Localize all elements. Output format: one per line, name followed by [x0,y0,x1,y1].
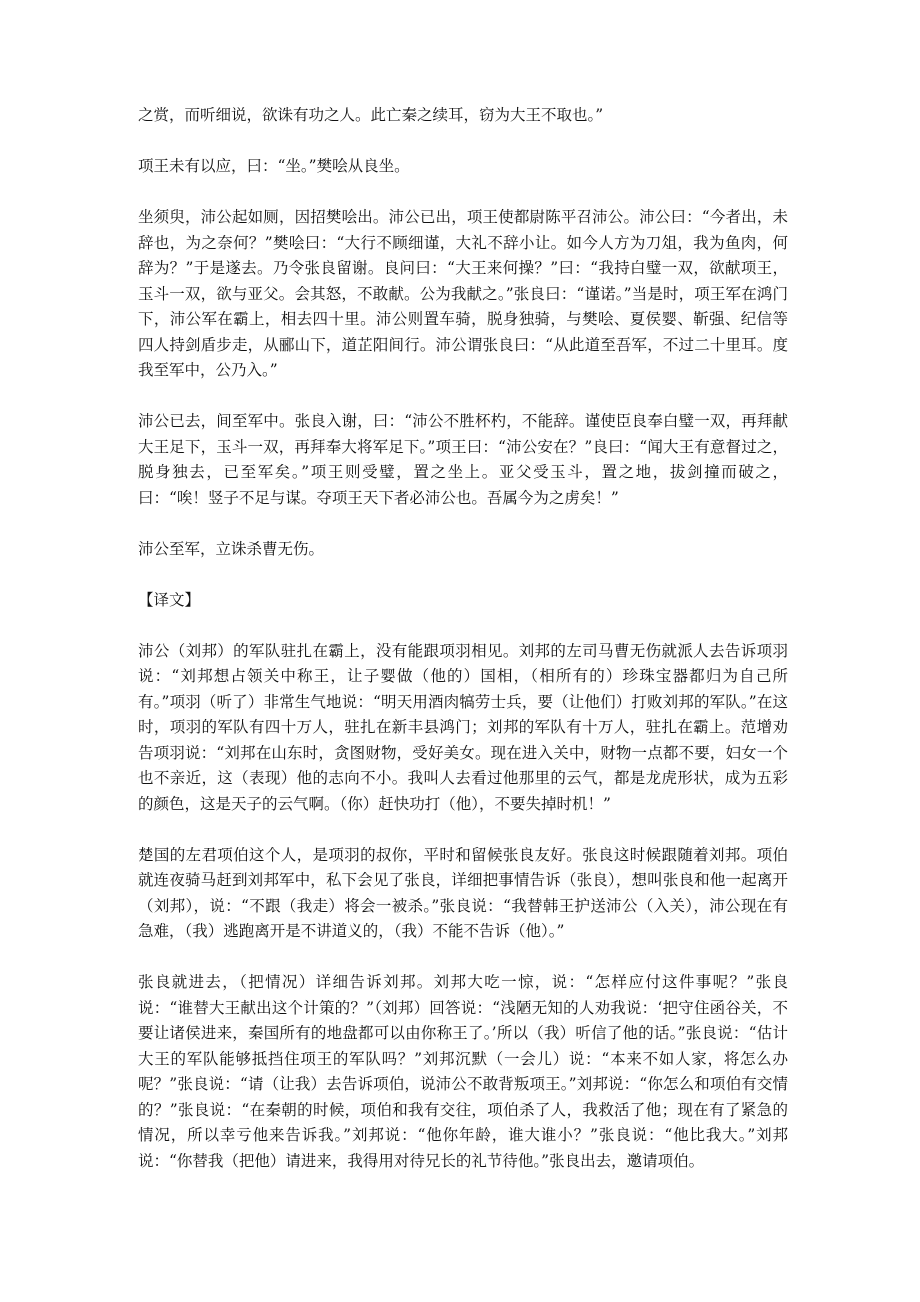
paragraph-4: 沛公已去，间至军中。张良入谢，曰：“沛公不胜杯杓，不能辞。谨使臣良奉白璧一双，再拜献大王足下，玉斗一双，再拜奉大将军足下。”项王曰：“沛公安在？”良曰：“闻大王有意督过之，脱身独去，已至军矣。”项王则受璧，置之坐上。亚父受玉斗，置之地，拔剑撞而破之，曰：“唉！竖子不足与谋。夺项王天下者必沛公也。吾属今为之虏矣！” [138,412,788,507]
paragraph-1: 之赏，而听细说，欲诛有功之人。此亡秦之续耳，窃为大王不取也。” [138,106,604,124]
translation-paragraph-2: 楚国的左君项伯这个人，是项羽的叔你，平时和留候张良友好。张良这时候跟随着刘邦。项伯就连夜骑马赶到刘邦军中，私下会见了张良，详细把事情告诉（张良），想叫张良和他一起离开（刘邦），说：“不跟（我走）将会一被杀。”张良说：“我替韩王护送沛公（入关），沛公现在有急难，（我）逃跑离开是不讲道义的，（我）不能不告诉（他）。” [138,845,788,940]
paragraph-3: 坐须臾，沛公起如厕，因招樊哙出。沛公已出，项王使都尉陈平召沛公。沛公曰：“今者出，未辞也，为之奈何？”樊哙曰：“大行不顾细谨，大礼不辞小让。如今人方为刀俎，我为鱼肉，何辞为？”于是遂去。乃令张良留谢。良问曰：“大王来何操？”曰：“我持白璧一双，欲献项王，玉斗一双，欲与亚父。会其怒，不敢献。公为我献之。”张良曰：“谨诺。”当是时，项王军在鸿门下，沛公军在霸上，相去四十里。沛公则置车骑，脱身独骑，与樊哙、夏侯婴、靳强、纪信等四人持剑盾步走，从郦山下，道芷阳间行。沛公谓张良曰：“从此道至吾军，不过二十里耳。度我至军中，公乃入。” [138,208,788,379]
translation-paragraph-3: 张良就进去，（把情况）详细告诉刘邦。刘邦大吃一惊，说：“怎样应付这件事呢？”张良说：“谁替大王献出这个计策的？”（刘邦）回答说：“浅陋无知的人劝我说：‘把守住函谷关，不要让诸侯进来，秦国所有的地盘都可以由你称王了。’所以（我）听信了他的话。”张良说：“估计大王的军队能够抵挡住项王的军队吗？”刘邦沉默（一会儿）说：“本来不如人家，将怎么办呢？”张良说：“请（让我）去告诉项伯，说沛公不敢背叛项王。”刘邦说：“你怎么和项伯有交情的？”张良说：“在秦朝的时候，项伯和我有交往，项伯杀了人，我救活了他；现在有了紧急的情况，所以幸亏他来告诉我。”刘邦说：“他你年龄，谁大谁小？”张良说：“他比我大。”刘邦说：“你替我（把他）请进来，我得用对待兄长的礼节待他。”张良出去，邀请项伯。 [138,973,788,1170]
document-page [138,103,788,1200]
paragraph-2: 项王未有以应，曰：“坐。”樊哙从良坐。 [138,157,410,175]
translation-paragraph-1: 沛公（刘邦）的军队驻扎在霸上，没有能跟项羽相见。刘邦的左司马曹无伤就派人去告诉项羽说：“刘邦想占领关中称王，让子婴做（他的）国相，（相所有的）珍珠宝器都归为自己所有。”项羽（听了）非常生气地说：“明天用酒肉犒劳士兵，要（让他们）打败刘邦的军队。”在这时，项羽的军队有四十万人，驻扎在新丰县鸿门；刘邦的军队有十万人，驻扎在霸上。范增劝告项羽说：“刘邦在山东时，贪图财物，受好美女。现在进入关中，财物一点都不要，妇女一个也不亲近，这（表现）他的志向不小。我叫人去看过他那里的云气，都是龙虎形状，成为五彩的颜色，这是天子的云气啊。（你）赶快功打（他），不要失掉时机！” [138,641,788,813]
paragraph-5: 沛公至军，立诛杀曹无伤。 [138,539,325,558]
section-heading-translation: 【译文】 [138,590,201,609]
